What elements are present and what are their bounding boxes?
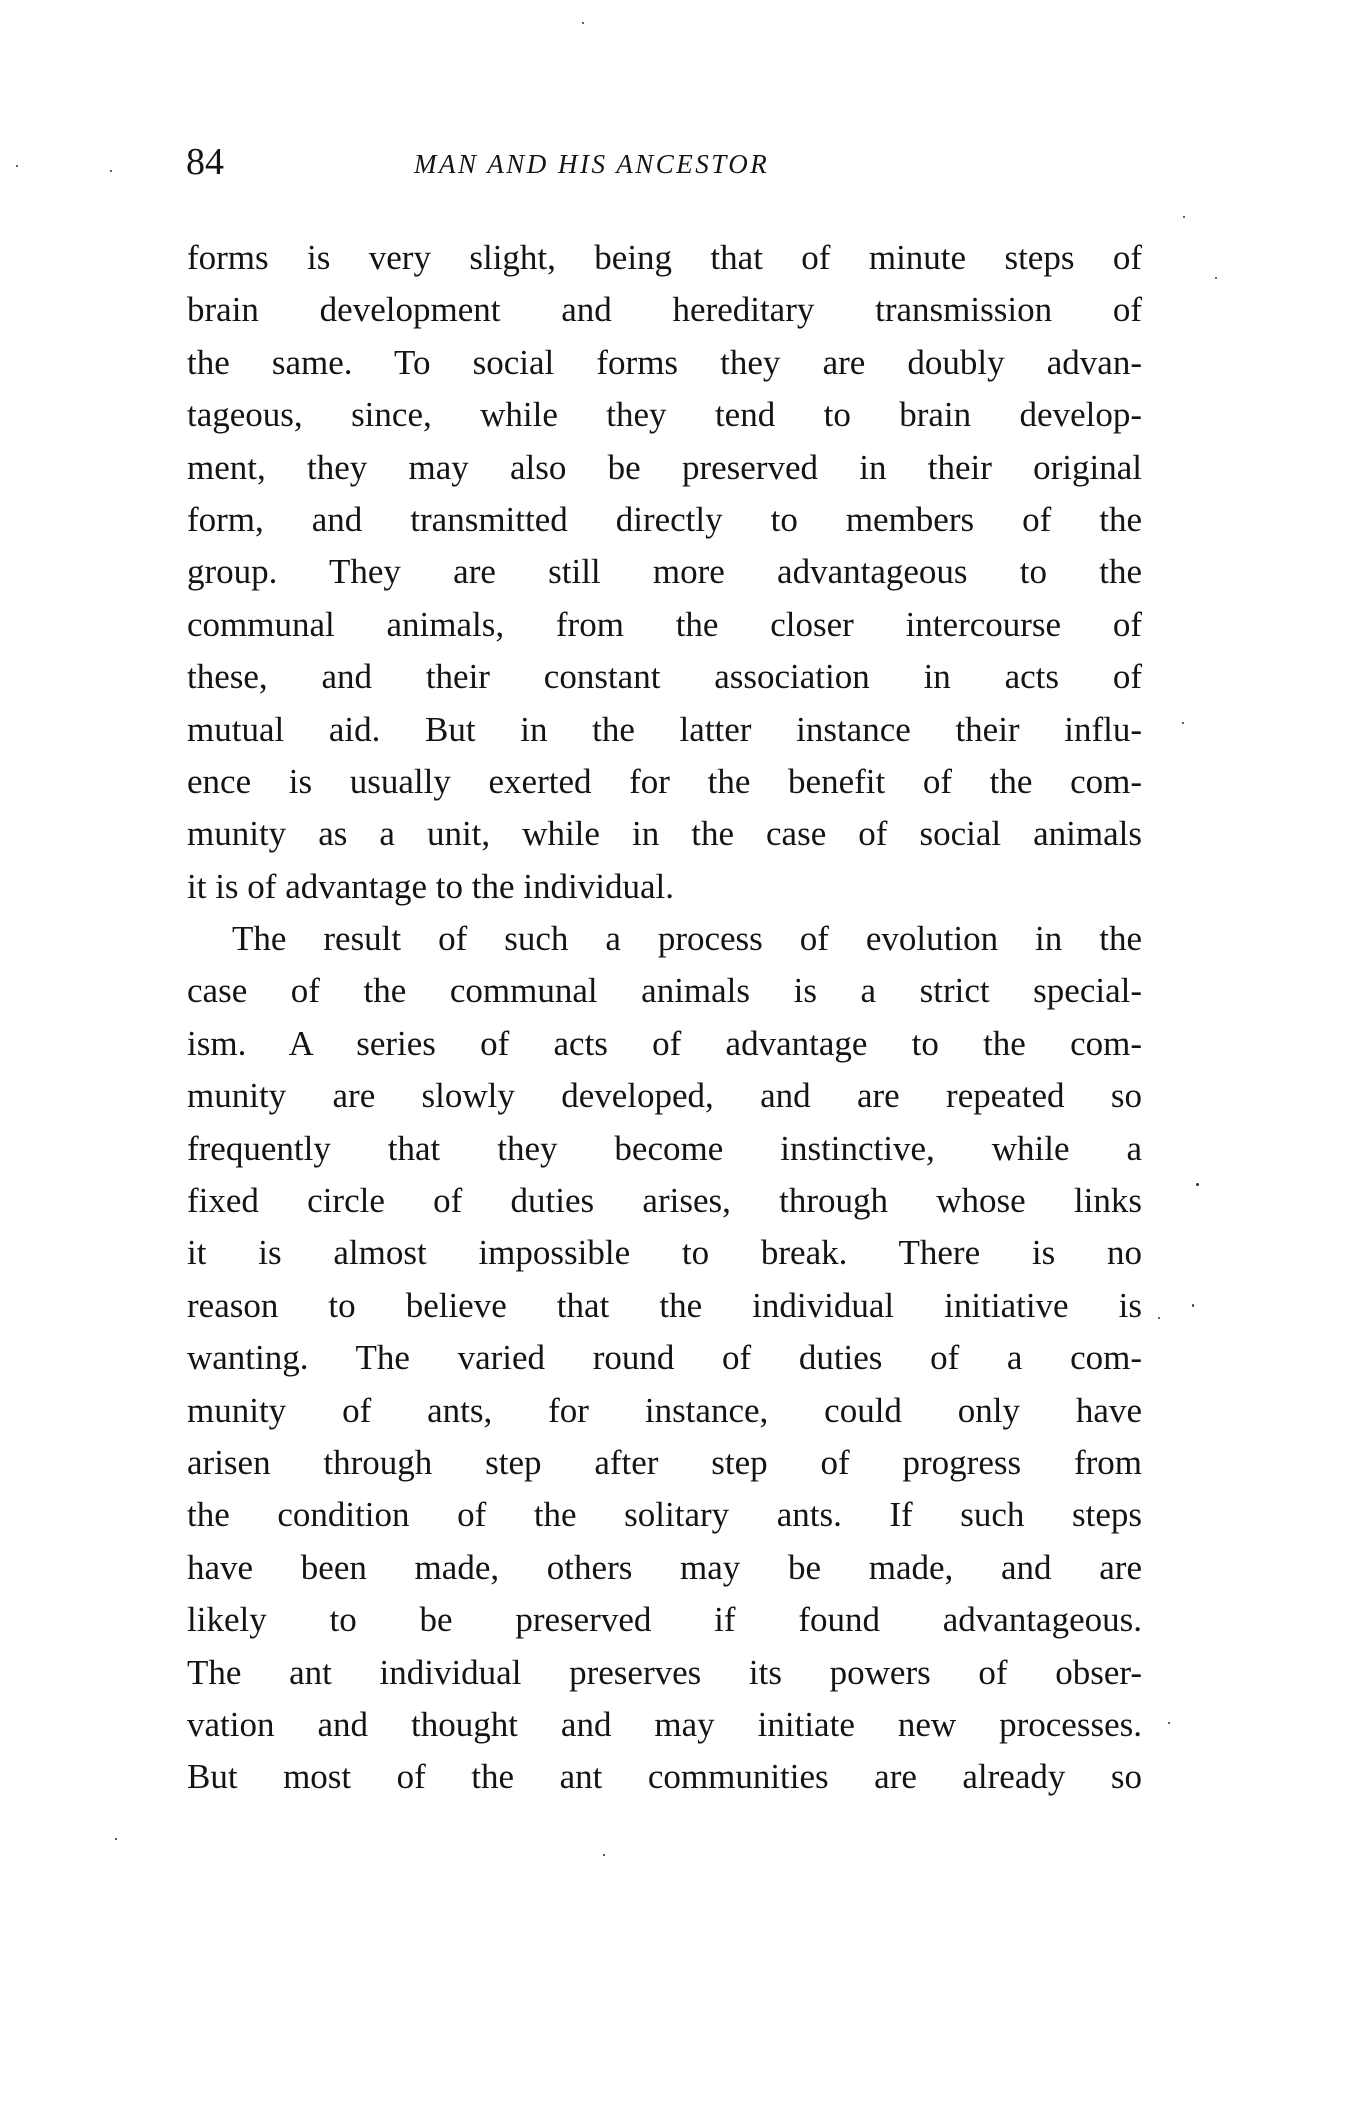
text-line: munity are slowly developed, and are repeated so xyxy=(187,1076,1142,1116)
text-line: group. They are still more advantageous to the xyxy=(187,552,1142,592)
text-line: ence is usually exerted for the benefit of the com- xyxy=(187,761,1142,801)
scan-speck xyxy=(1182,722,1184,724)
page-number: 84 xyxy=(186,141,224,183)
text-line: reason to believe that the individual initiative is xyxy=(187,1285,1142,1325)
text-line: fixed circle of duties arises, through whose links xyxy=(187,1181,1142,1221)
text-line: it is of advantage to the individual. xyxy=(187,866,674,906)
scan-speck xyxy=(1192,1304,1194,1307)
scan-speck xyxy=(1158,1317,1160,1319)
text-line: arisen through step after step of progress from xyxy=(187,1442,1142,1482)
text-line: wanting. The varied round of duties of a com- xyxy=(187,1338,1142,1378)
body-text xyxy=(187,232,1142,1804)
text-line: it is almost impossible to break. There is no xyxy=(187,1233,1142,1273)
text-line: forms is very slight, being that of minute steps of xyxy=(187,238,1142,277)
paragraph-2 xyxy=(187,913,1142,1804)
text-line: brain development and hereditary transmission of xyxy=(187,290,1142,330)
running-head xyxy=(186,140,916,190)
scan-speck xyxy=(1168,1722,1170,1724)
scan-speck xyxy=(1215,277,1217,279)
running-title: MAN AND HIS ANCESTOR xyxy=(414,149,770,179)
text-line: munity as a unit, while in the case of social animals xyxy=(187,814,1142,854)
text-line: frequently that they become instinctive, while a xyxy=(187,1128,1142,1168)
scan-speck xyxy=(1196,1183,1199,1186)
text-line: the same. To social forms they are doubly advan- xyxy=(187,342,1142,382)
text-line: case of the communal animals is a strict special- xyxy=(187,971,1142,1011)
scan-speck xyxy=(603,1854,605,1856)
text-line: munity of ants, for instance, could only have xyxy=(187,1390,1142,1430)
scan-speck xyxy=(582,22,584,24)
text-line: ism. A series of acts of advantage to the com- xyxy=(187,1023,1142,1063)
text-line: communal animals, from the closer intercourse of xyxy=(187,604,1142,644)
scan-speck xyxy=(110,170,112,172)
text-line: But most of the ant communities are already so xyxy=(187,1757,1142,1797)
text-line: mutual aid. But in the latter instance their influ- xyxy=(187,709,1142,749)
text-line: have been made, others may be made, and are xyxy=(187,1547,1142,1587)
text-line: likely to be preserved if found advantageous. xyxy=(187,1600,1142,1640)
text-line: these, and their constant association in acts of xyxy=(187,657,1142,697)
text-line: ment, they may also be preserved in their original xyxy=(187,447,1142,487)
scan-speck xyxy=(115,1838,117,1840)
text-line: form, and transmitted directly to members of the xyxy=(187,499,1142,539)
text-line: the condition of the solitary ants. If such steps xyxy=(187,1495,1142,1535)
text-line: The ant individual preserves its powers of obser- xyxy=(187,1652,1142,1692)
scan-speck xyxy=(1183,216,1185,218)
scan-speck xyxy=(16,165,18,167)
paragraph-1 xyxy=(187,232,1142,913)
text-line: tageous, since, while they tend to brain develop- xyxy=(187,395,1142,435)
text-line: vation and thought and may initiate new processes. xyxy=(187,1704,1142,1744)
text-line: The result of such a process of evolution in the xyxy=(232,919,1142,959)
